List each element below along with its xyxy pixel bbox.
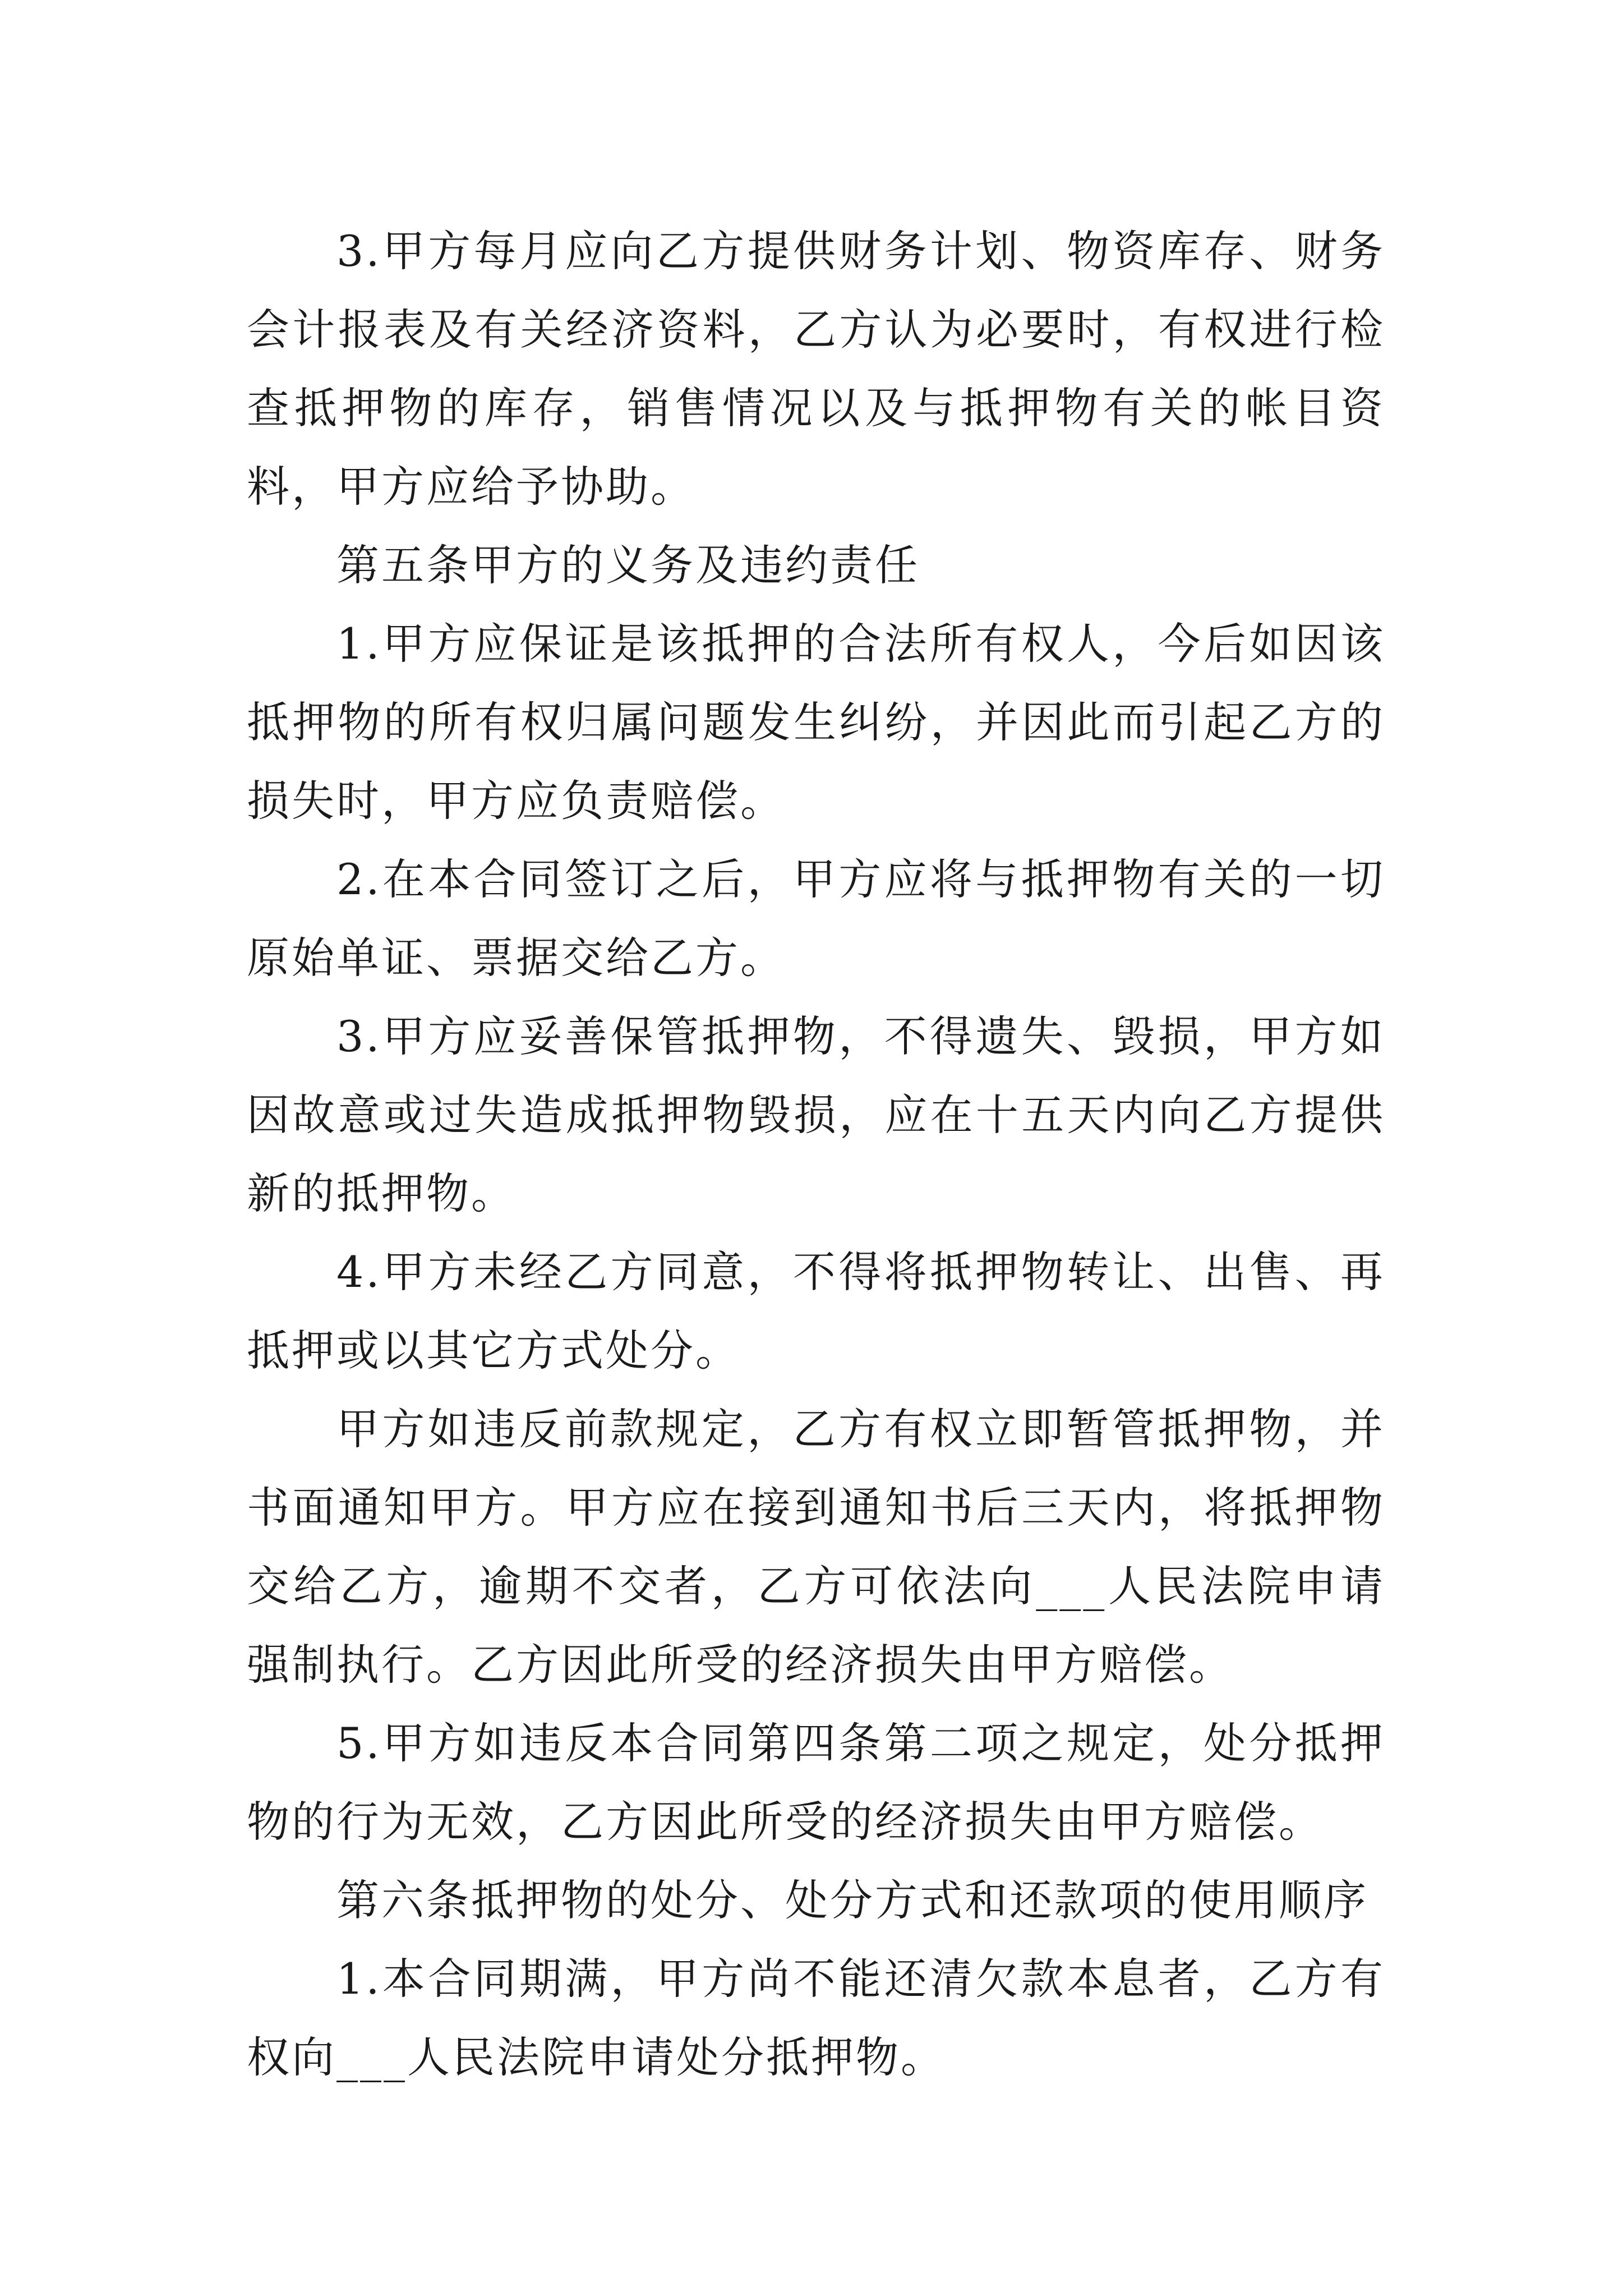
paragraph-clause-5-4: 4.甲方未经乙方同意，不得将抵押物转让、出售、再抵押或以其它方式处分。	[247, 1247, 1385, 1375]
paragraph-clause-6-1: 1.本合同期满，甲方尚不能还清欠款本息者，乙方有权向___人民法院申请处分抵押物。	[247, 1954, 1385, 2082]
paragraph-clause-5-2: 2.在本合同签订之后，甲方应将与抵押物有关的一切原始单证、票据交给乙方。	[247, 854, 1385, 983]
paragraph-clause-5-1: 1.甲方应保证是该抵押的合法所有权人，今后如因该抵押物的所有权归属问题发生纠纷，并因此而引起乙方的损失时，甲方应负责赔偿。	[247, 619, 1385, 826]
paragraph-clause-4-3: 3.甲方每月应向乙方提供财务计划、物资库存、财务会计报表及有关经济资料，乙方认为必要时，有权进行检查抵押物的库存，销售情况以及与抵押物有关的帐目资料，甲方应给予协助。	[247, 226, 1385, 512]
heading-article-6: 第六条抵押物的处分、处分方式和还款项的使用顺序	[336, 1875, 1368, 1925]
heading-article-5: 第五条甲方的义务及违约责任	[336, 540, 920, 590]
paragraph-clause-5-5: 5.甲方如违反本合同第四条第二项之规定，处分抵押物的行为无效，乙方因此所受的经济损失由甲方赔偿。	[247, 1718, 1385, 1847]
document-body	[247, 212, 1385, 2097]
paragraph-clause-5-3: 3.甲方应妥善保管抵押物，不得遗失、毁损，甲方如因故意或过失造成抵押物毁损，应在十五天内向乙方提供新的抵押物。	[247, 1011, 1385, 1218]
paragraph-clause-5-4-breach: 甲方如违反前款规定，乙方有权立即暂管抵押物，并书面通知甲方。甲方应在接到通知书后三天内，将抵押物交给乙方，逾期不交者，乙方可依法向___人民法院申请强制执行。乙方因此所受的经济损失由甲方赔偿。	[247, 1404, 1385, 1690]
